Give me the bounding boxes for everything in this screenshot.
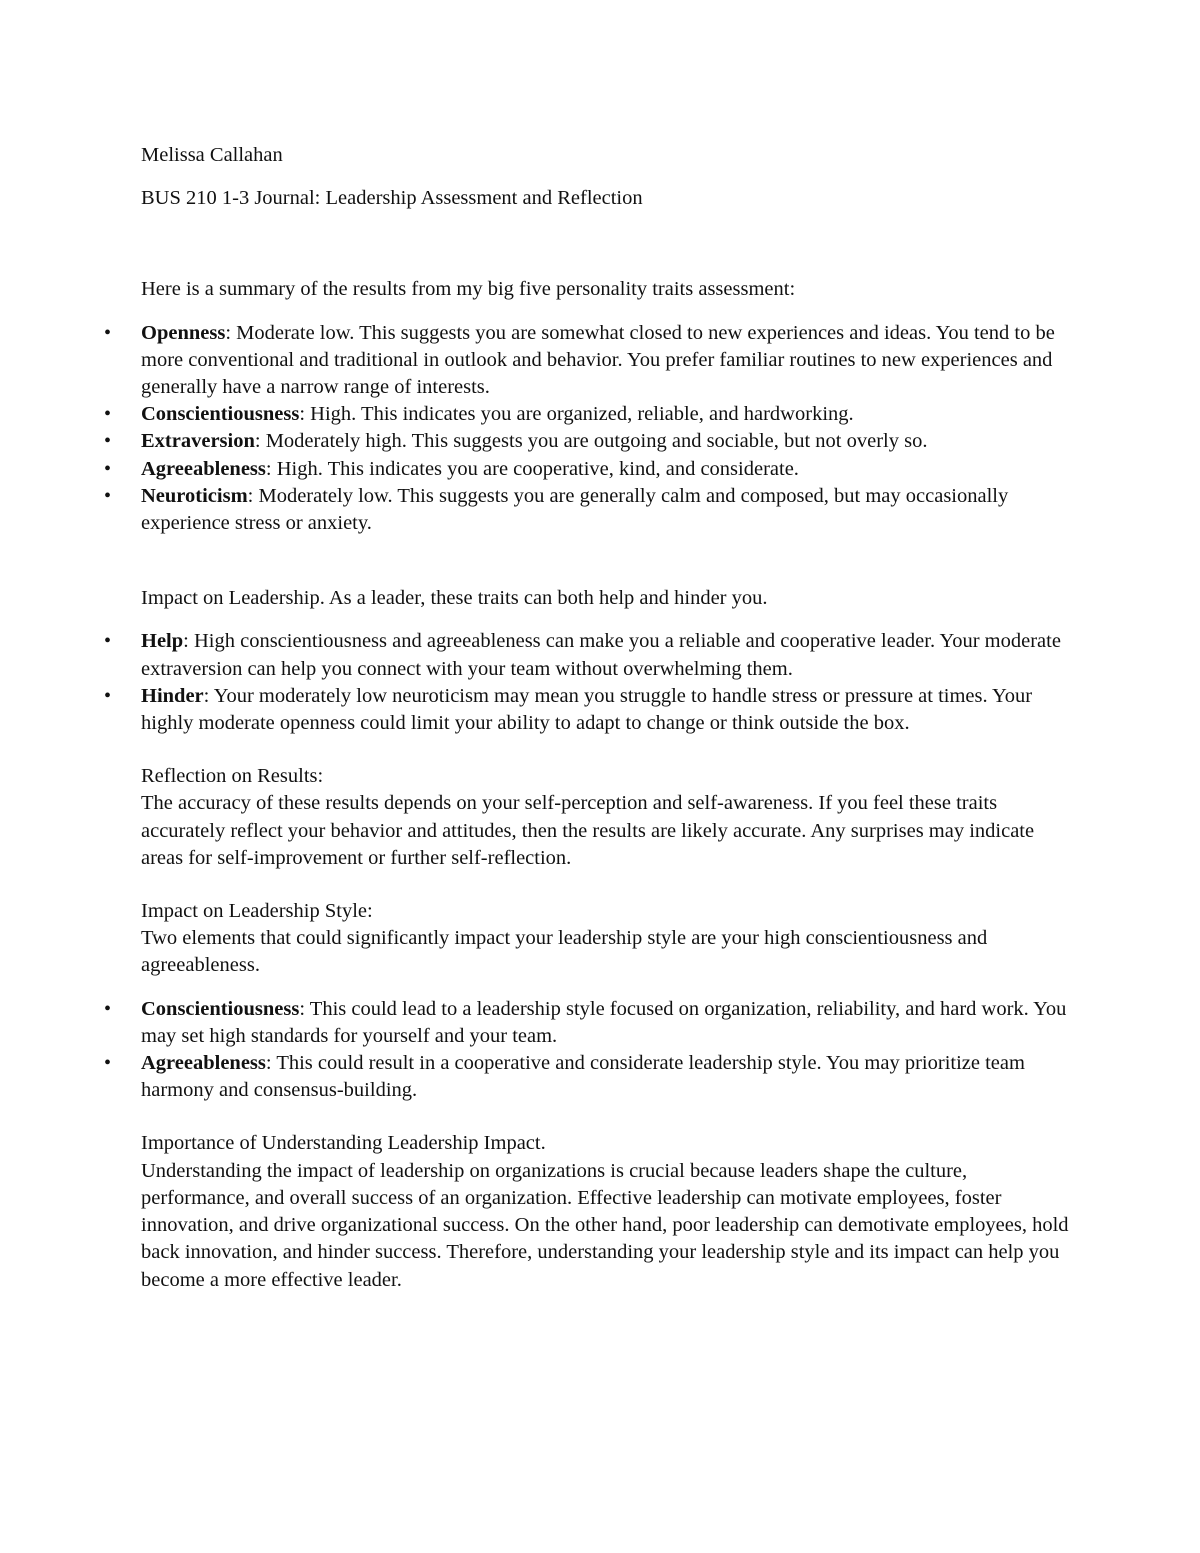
impact-description: : High conscientiousness and agreeableness can make you a reliable and cooperative leader. Your moderate extraversion can help you connect with your team without overwhelming them.: [141, 630, 1061, 680]
impact-heading: Impact on Leadership. As a leader, these traits can both help and hinder you.: [141, 587, 768, 610]
trait-name: Openness: [141, 321, 226, 344]
style-list: [104, 996, 1071, 1105]
impact-list: [104, 628, 1071, 737]
style-body: Two elements that could significantly impact your leadership style are your high conscientiousness and agreeableness.: [141, 927, 988, 977]
bullet-icon: •: [104, 430, 112, 453]
list-item: [104, 628, 1071, 682]
summary-intro: Here is a summary of the results from my big five personality traits assessment:: [141, 278, 796, 301]
trait-name: Neuroticism: [141, 484, 248, 507]
bullet-icon: •: [104, 484, 112, 507]
list-item: [104, 996, 1071, 1050]
bullet-icon: •: [104, 1052, 112, 1075]
traits-list: [104, 320, 1071, 538]
bullet-icon: •: [104, 457, 112, 480]
trait-description: : High. This indicates you are cooperative, kind, and considerate.: [265, 457, 799, 480]
list-item: [104, 320, 1071, 402]
list-item: [104, 428, 1071, 455]
bullet-icon: •: [104, 684, 112, 707]
reflection-heading: Reflection on Results:: [141, 765, 324, 788]
document-title: BUS 210 1-3 Journal: Leadership Assessment and Reflection: [141, 187, 643, 210]
reflection-body: The accuracy of these results depends on your self-perception and self-awareness. If you feel these traits accurately reflect your behavior and attitudes, then the results are likely accurate. Any surprises may indicate areas for self-improvement or further self-reflection.: [141, 792, 1035, 869]
bullet-icon: •: [104, 997, 112, 1020]
style-trait-description: : This could result in a cooperative and considerate leadership style. You may prioritize team harmony and consensus-building.: [141, 1052, 1025, 1102]
importance-body: Understanding the impact of leadership on organizations is crucial because leaders shape the culture, performance, and overall success of an organization. Effective leadership can motivate employees, foster innovation, and drive organizational success. On the other hand, poor leadership can demotivate employees, hold back innovation, and hinder success. Therefore, understanding your leadership style and its impact can help you become a more effective leader.: [141, 1159, 1069, 1291]
style-heading: Impact on Leadership Style:: [141, 900, 373, 923]
bullet-icon: •: [104, 321, 112, 344]
style-trait-name: Conscientiousness: [141, 997, 300, 1020]
bullet-icon: •: [104, 403, 112, 426]
trait-description: : High. This indicates you are organized, reliable, and hardworking.: [299, 403, 854, 426]
list-item: [104, 401, 1071, 428]
importance-heading: Importance of Understanding Leadership Impact.: [141, 1132, 546, 1155]
impact-description: : Your moderately low neuroticism may mean you struggle to handle stress or pressure at times. Your highly moderate openness could limit your ability to adapt to change or think outside the box.: [141, 684, 1033, 735]
style-trait-name: Agreeableness: [141, 1052, 266, 1075]
bullet-icon: •: [104, 630, 112, 653]
list-item: [104, 1050, 1071, 1104]
style-trait-description: : This could lead to a leadership style focused on organization, reliability, and hard work. You may set high standards for yourself and your team.: [141, 997, 1067, 1047]
impact-name: Help: [141, 630, 184, 653]
trait-description: : Moderate low. This suggests you are somewhat closed to new experiences and ideas. You tend to be more conventional and traditional in outlook and behavior. You prefer familiar routines to new experiences and generally have a narrow range of interests.: [141, 321, 1055, 399]
document-page: [104, 142, 1071, 1294]
list-item: [104, 483, 1071, 537]
trait-name: Agreeableness: [141, 457, 266, 480]
trait-description: : Moderately low. This suggests you are generally calm and composed, but may occasionally experience stress or anxiety.: [141, 484, 1009, 535]
author-name: Melissa Callahan: [141, 144, 283, 166]
impact-name: Hinder: [141, 684, 204, 707]
trait-name: Conscientiousness: [141, 403, 300, 426]
list-item: [104, 683, 1071, 737]
trait-name: Extraversion: [141, 430, 255, 453]
list-item: [104, 456, 1071, 483]
trait-description: : Moderately high. This suggests you are outgoing and sociable, but not overly so.: [254, 430, 928, 453]
